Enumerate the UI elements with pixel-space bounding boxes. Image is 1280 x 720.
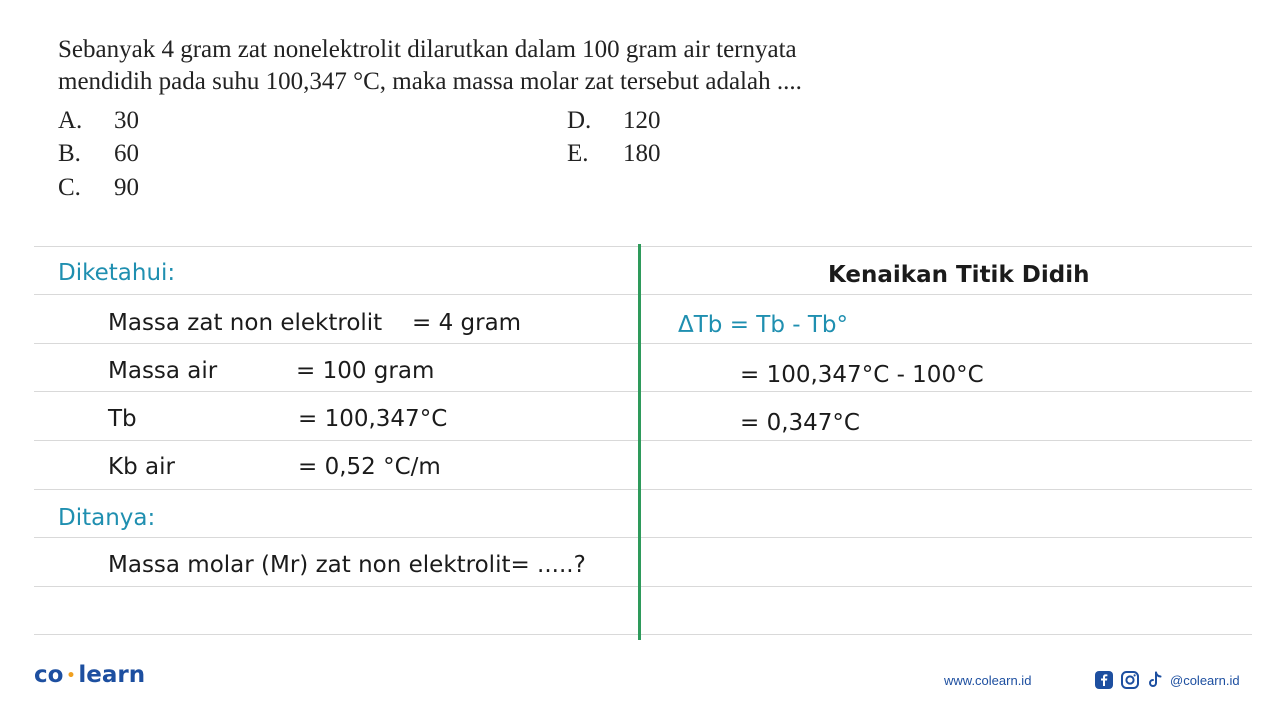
known-label-kb: Kb air bbox=[108, 454, 175, 480]
instagram-icon[interactable] bbox=[1120, 670, 1140, 690]
option-letter: D. bbox=[567, 107, 592, 134]
known-label-mass-solute: Massa zat non elektrolit bbox=[108, 310, 383, 336]
option-c bbox=[58, 174, 139, 202]
tiktok-icon[interactable] bbox=[1145, 670, 1165, 690]
delta-tb-formula: ΔTb = Tb - Tb° bbox=[678, 312, 848, 338]
question-line-1: Sebanyak 4 gram zat nonelektrolit dilarutkan dalam 100 gram air ternyata bbox=[58, 36, 797, 63]
ruled-line bbox=[34, 634, 1252, 635]
option-value: 180 bbox=[623, 140, 661, 167]
colearn-logo: co • learn bbox=[34, 662, 146, 688]
option-value: 30 bbox=[114, 107, 139, 134]
ruled-line bbox=[34, 246, 1252, 247]
known-value-kb: = 0,52 °C/m bbox=[298, 454, 441, 480]
option-letter: C. bbox=[58, 174, 81, 201]
ruled-line bbox=[34, 537, 1252, 538]
social-handle[interactable]: @colearn.id bbox=[1170, 673, 1240, 688]
right-heading: Kenaikan Titik Didih bbox=[828, 262, 1090, 288]
option-value: 90 bbox=[114, 174, 139, 201]
ruled-line bbox=[34, 391, 1252, 392]
option-a bbox=[58, 107, 139, 135]
brand-right: learn bbox=[78, 662, 146, 688]
asked-text: Massa molar (Mr) zat non elektrolit= .....? bbox=[108, 552, 586, 578]
option-value: 60 bbox=[114, 140, 139, 167]
facebook-icon[interactable] bbox=[1094, 670, 1114, 690]
known-value-mass-water: = 100 gram bbox=[296, 358, 435, 384]
option-value: 120 bbox=[623, 107, 661, 134]
ruled-line bbox=[34, 489, 1252, 490]
question-text bbox=[58, 34, 1058, 98]
website-url[interactable]: www.colearn.id bbox=[944, 673, 1032, 688]
ruled-line bbox=[34, 586, 1252, 587]
option-letter: B. bbox=[58, 140, 81, 167]
known-label-mass-water: Massa air bbox=[108, 358, 218, 384]
known-value-mass-solute: = 4 gram bbox=[412, 310, 522, 336]
calc-step-1: = 100,347°C - 100°C bbox=[740, 362, 984, 388]
calc-step-2: = 0,347°C bbox=[740, 410, 860, 436]
column-divider bbox=[638, 244, 641, 640]
ruled-line bbox=[34, 294, 1252, 295]
option-letter: E. bbox=[567, 140, 589, 167]
known-value-tb: = 100,347°C bbox=[298, 406, 448, 432]
option-e bbox=[567, 140, 661, 168]
asked-heading: Ditanya: bbox=[58, 505, 156, 531]
known-label-tb: Tb bbox=[108, 406, 137, 432]
ruled-line bbox=[34, 343, 1252, 344]
question-line-2: mendidih pada suhu 100,347 °C, maka massa molar zat tersebut adalah .... bbox=[58, 68, 802, 95]
known-heading: Diketahui: bbox=[58, 260, 176, 286]
option-b bbox=[58, 140, 139, 168]
brand-left: co bbox=[34, 662, 64, 688]
option-letter: A. bbox=[58, 107, 83, 134]
option-d bbox=[567, 107, 661, 135]
ruled-line bbox=[34, 440, 1252, 441]
